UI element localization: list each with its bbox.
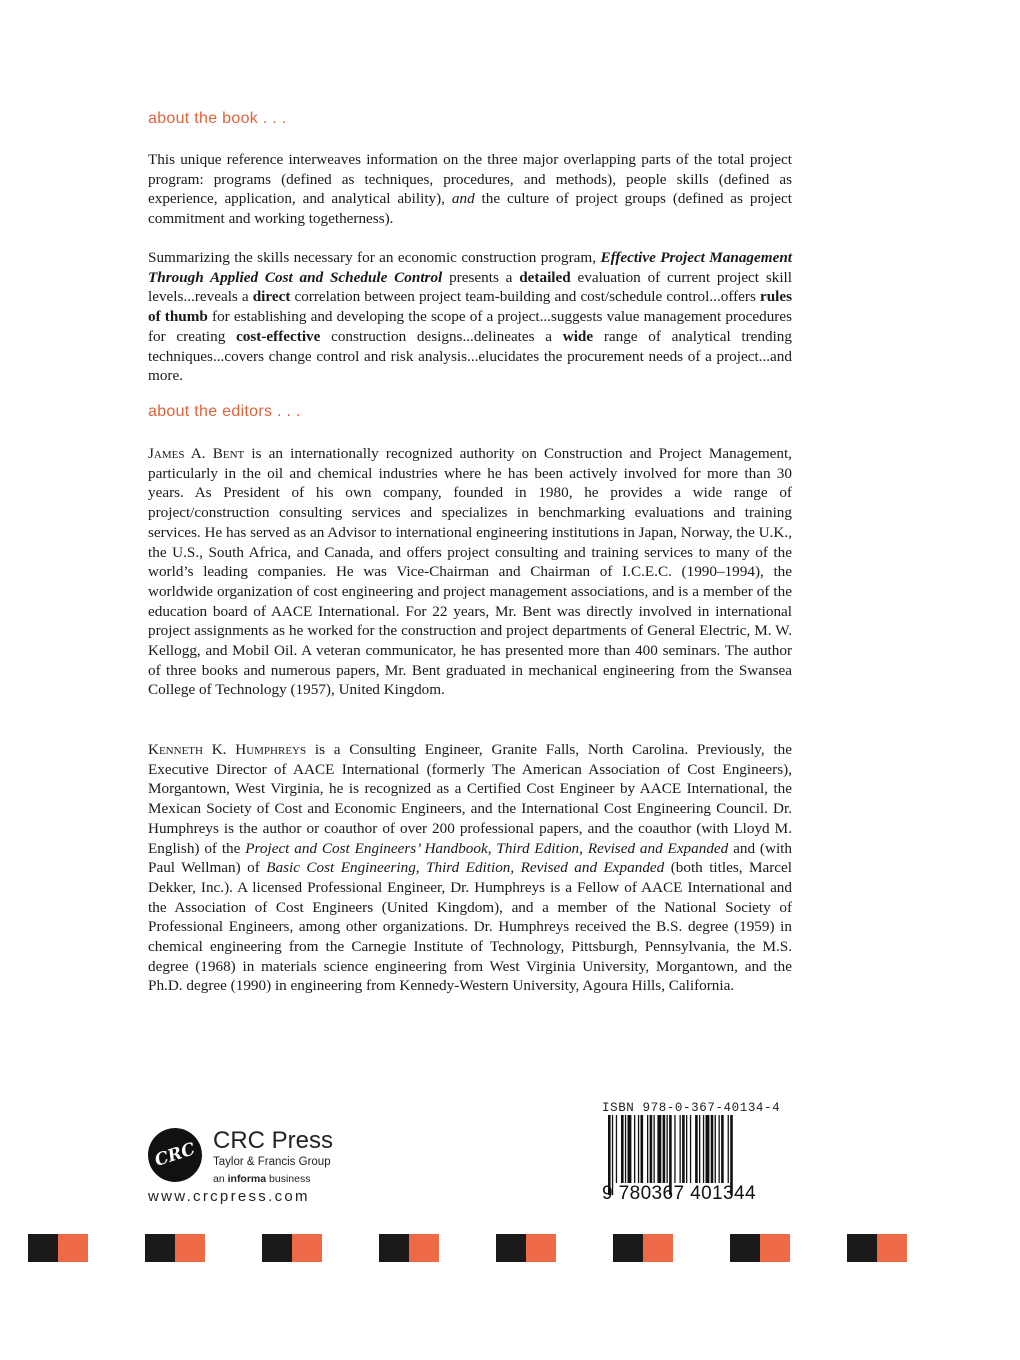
decorative-squares [0,1234,1020,1262]
publisher-informa: an informa business [213,1173,311,1185]
isbn-label: ISBN 978-0-367-40134-4 [602,1101,781,1115]
about-editors-heading: about the editors . . . [148,403,301,420]
square-pair [28,1234,88,1262]
square-pair [379,1234,439,1262]
square-pair [847,1234,907,1262]
editor-bent-bio: James A. Bent is an internationally recognized authority on Construction and Project Management, particularly in the oil and chemical industries where he has been actively involved for more than 30 years. As President of his own company, founded in 1980, he provides a wide range of project/construction consulting services and specializes in benchmarking evaluations and training services. He has served as an Advisor to international engineering institutions in Japan, Norway, the U.K., the U.S., South Africa, and Canada, and offers project consulting and training services to many of the world’s leading companies. He was Vice-Chairman and Chairman of I.C.E.C. (1990–1994), the worldwide organization of cost engineering and project management associations, and is a member of the education board of AACE International. For 22 years, Mr. Bent was directly involved in international project assignments as he worked for the construction and project departments of General Electric, M. W. Kellogg, and Mobil Oil. A veteran communicator, he has presented more than 400 seminars. The author of three books and numerous papers, Mr. Bent graduated in mechanical engineering from the Swansea College of Technology (1957), United Kingdom. [148,445,792,699]
square-pair [613,1234,673,1262]
square-pair [496,1234,556,1262]
editor-humphreys-bio: Kenneth K. Humphreys is a Consulting Engineer, Granite Falls, North Carolina. Previously, the Executive Director of AACE International (formerly The American Association of Cost Engineers), Morgantown, West Virginia, he is recognized as a Certified Cost Engineer by AACE International, the Mexican Society of Cost and Economic Engineers, and the International Cost Engineering Council. Dr. Humphreys is the author or coauthor of over 200 professional papers, and the coauthor (with Lloyd M. English) of the Project and Cost Engineers’ Handbook, Third Edition, Revised and Expanded and (with Paul Wellman) of Basic Cost Engineering, Third Edition, Revised and Expanded (both titles, Marcel Dekker, Inc.). A licensed Professional Engineer, Dr. Humphreys is a Fellow of AACE International and the Association of Cost Engineers (United Kingdom), and a member of the National Society of Professional Engineers, among other organizations. Dr. Humphreys received the B.S. degree (1959) in chemical engineering from the Carnegie Institute of Technology, Pittsburgh, Pennsylvania, the M.S. degree (1968) in materials science engineering from West Virginia University, Morgantown, and the Ph.D. degree (1990) in engineering from Kennedy-Western University, Agoura Hills, California. [148,741,793,995]
square-pair [145,1234,205,1262]
book-paragraph-1: This unique reference interweaves information on the three major overlapping parts of the total project program: programs (defined as techniques, procedures, and methods), people skills (defined as experience, application, and analytical ability), and the culture of project groups (defined as project commitment and working togetherness). [148,151,793,228]
crc-press-logo [146,1125,376,1215]
book-paragraph-2: Summarizing the skills necessary for an economic construction program, Effective Project Management Through Applied Cost and Schedule Control presents a detailed evaluation of current project skill levels...reveals a direct correlation between project team-building and cost/schedule control...offers rules of thumb for establishing and developing the scope of a project...suggests value management procedures for creating cost-effective construction designs...delineates a wide range of analytical trending techniques...covers change control and risk analysis...elucidates the procurement needs of a project...and more. [148,249,793,385]
publisher-group: Taylor & Francis Group [213,1156,331,1168]
publisher-url: www.crcpress.com [148,1188,310,1205]
barcode-digits: 9 780367 401344 [602,1183,756,1204]
square-pair [262,1234,322,1262]
editor-bent-name: James A. Bent [148,445,245,462]
crc-logo-icon: CRC [141,1121,209,1189]
about-book-heading: about the book . . . [148,110,287,127]
square-pair [730,1234,790,1262]
editor-humphreys-name: Kenneth K. Humphreys [148,741,307,758]
publisher-name: CRC Press [213,1127,334,1154]
